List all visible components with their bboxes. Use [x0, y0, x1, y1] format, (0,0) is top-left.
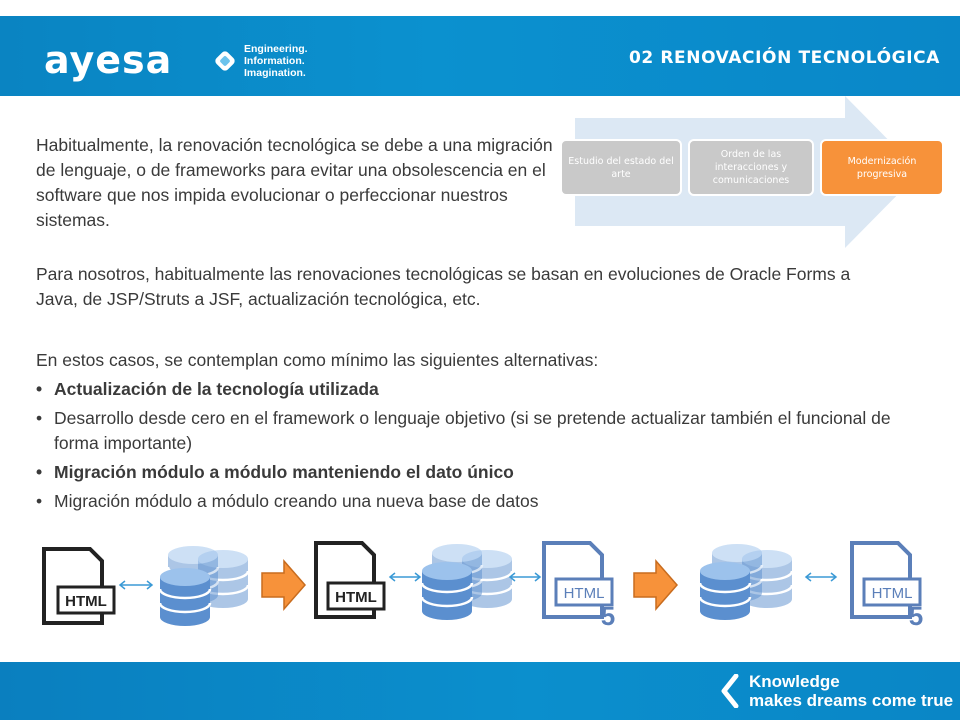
list-item: • Migración módulo a módulo manteniendo el dato único — [36, 460, 896, 485]
svg-text:HTML: HTML — [65, 593, 107, 610]
process-step-1: Estudio del estado del arte — [560, 139, 682, 196]
intro-paragraph: Habitualmente, la renovación tecnológica se debe a una migración de lenguaje, o de frameworks para evitar una obsolescencia en el software que nos impida evolucionar o perfeccionar nuestros sistemas. — [36, 135, 553, 230]
html5-file-icon — [852, 543, 923, 631]
svg-text:HTML: HTML — [871, 585, 913, 602]
top-strip — [0, 0, 960, 16]
header-bar — [0, 16, 960, 96]
footer-chevron-logo-icon — [720, 674, 742, 708]
bidirectional-connector-icon — [390, 573, 420, 581]
process-step-3-active: Modernización progresiva — [820, 139, 944, 196]
svg-text:5: 5 — [600, 601, 616, 631]
logo-tagline — [244, 43, 308, 79]
bidirectional-connector-icon — [806, 573, 836, 581]
alternatives-list — [36, 377, 896, 518]
list-item: • Desarrollo desde cero en el framework o lenguaje objetivo (si se pretende actualizar también el funcional de forma importante) — [36, 406, 896, 456]
bidirectional-connector-icon — [120, 581, 152, 589]
database-icon — [160, 546, 248, 626]
section-title: 02 RENOVACIÓN TECNOLÓGICA — [628, 48, 940, 68]
html5-file-icon — [544, 543, 615, 631]
logo-diamond-icon — [212, 48, 238, 74]
footer-bar — [0, 662, 960, 720]
svg-text:HTML: HTML — [563, 585, 605, 602]
orange-arrow-icon — [634, 561, 677, 609]
bidirectional-connector-icon — [510, 573, 540, 581]
database-icon — [700, 544, 792, 620]
database-icon — [422, 544, 512, 620]
list-item: • Migración módulo a módulo creando una nueva base de datos — [36, 489, 896, 514]
tagline-line-3: Imagination. — [244, 67, 306, 79]
process-diagram — [560, 96, 950, 248]
html-file-icon — [44, 549, 114, 623]
footer-slogan-line-1: Knowledge — [749, 672, 840, 691]
footer-slogan-line-2: makes dreams come true — [749, 691, 954, 710]
alternatives-intro: En estos casos, se contemplan como mínimo las siguientes alternativas: — [36, 350, 599, 370]
footer-slogan — [749, 672, 953, 710]
svg-text:HTML: HTML — [335, 589, 377, 606]
tagline-line-2: Information. — [244, 55, 305, 67]
html-file-icon — [316, 543, 384, 617]
orange-arrow-icon — [262, 561, 305, 609]
tagline-line-1: Engineering. — [244, 43, 308, 55]
migration-diagram — [0, 535, 960, 635]
process-step-2: Orden de las interacciones y comunicaciones — [688, 139, 814, 196]
list-item: • Actualización de la tecnología utilizada — [36, 377, 896, 402]
logo-wordmark: ayesa — [44, 38, 173, 82]
svg-text:5: 5 — [908, 601, 924, 631]
technologies-paragraph: Para nosotros, habitualmente las renovaciones tecnológicas se basan en evoluciones de Oracle Forms a Java, de JSP/Struts a JSF, actualización tecnológica, etc. — [36, 264, 851, 309]
